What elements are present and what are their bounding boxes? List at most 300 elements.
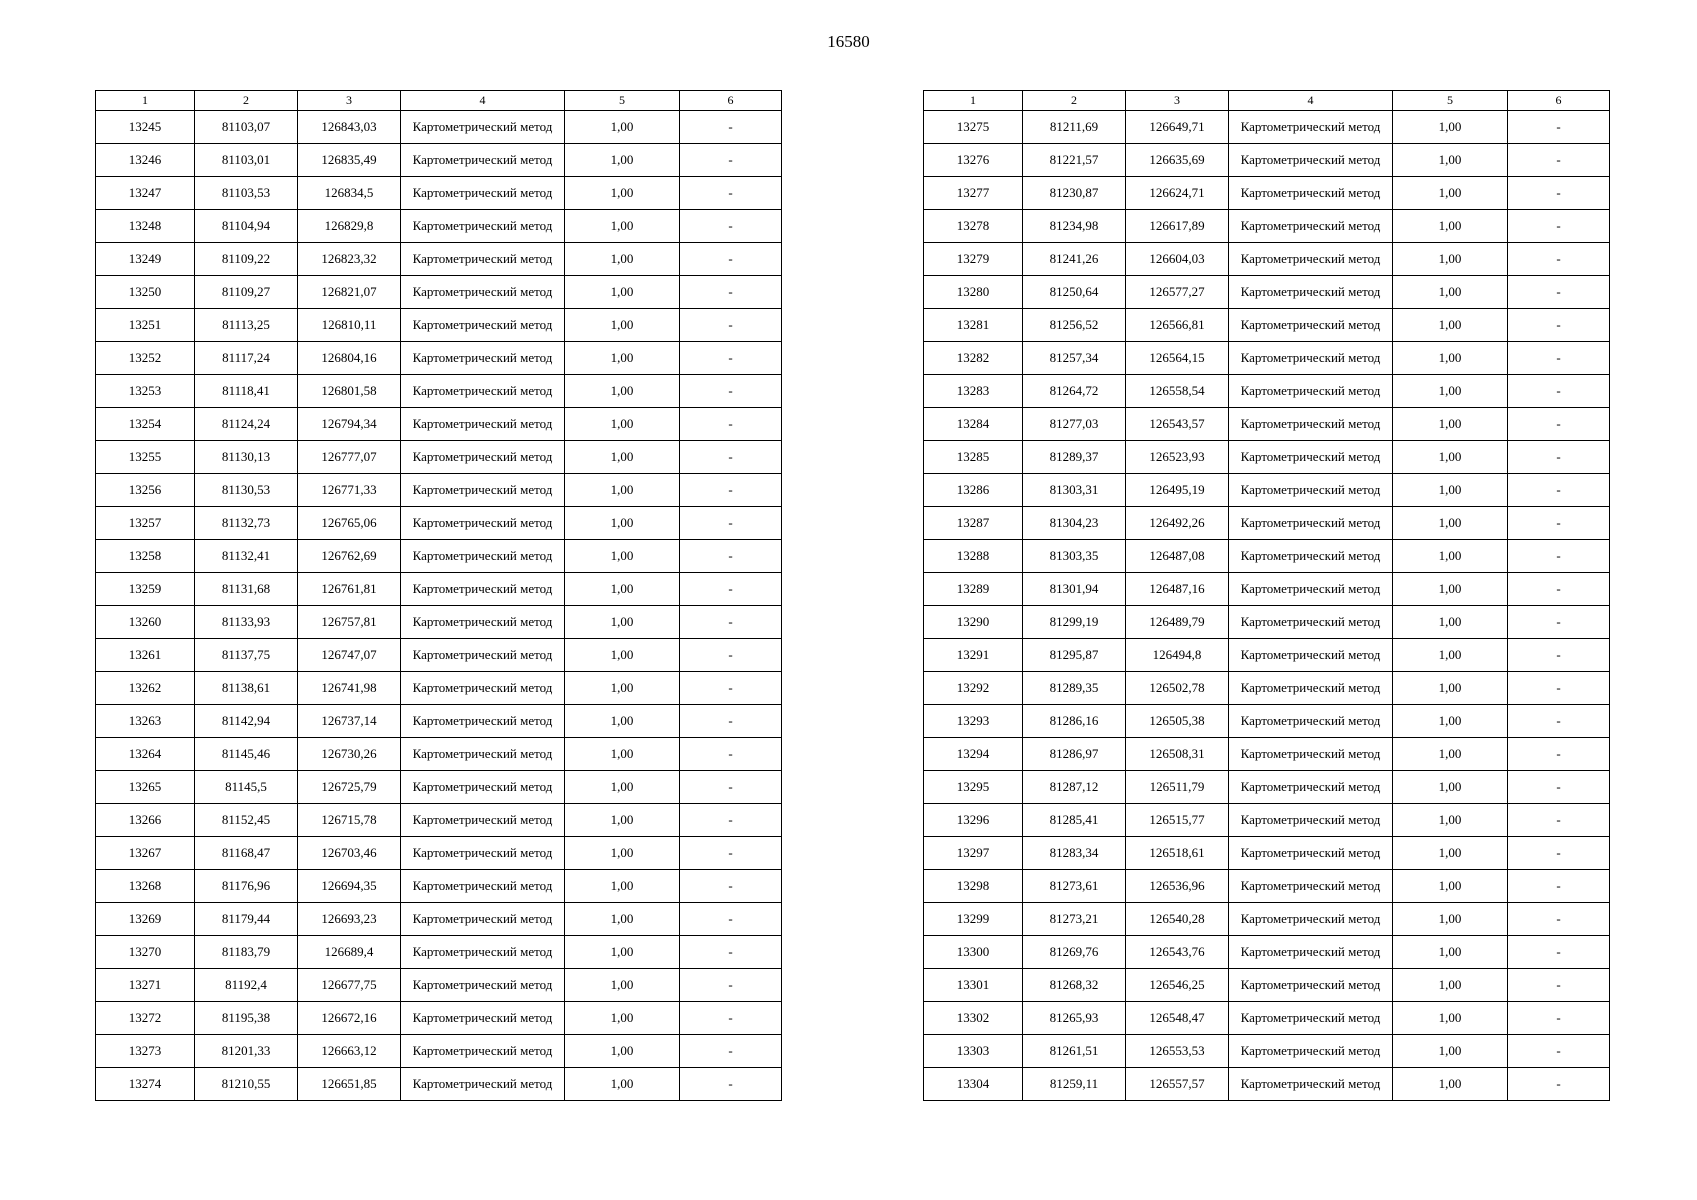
table-row [924, 177, 1610, 210]
y-coordinate-cell: 126689,4 [298, 936, 401, 969]
x-coordinate-cell: 81210,55 [195, 1068, 298, 1101]
method-cell: Картометрический метод [401, 804, 565, 837]
y-coordinate-cell: 126804,16 [298, 342, 401, 375]
y-coordinate-cell: 126794,34 [298, 408, 401, 441]
table-row [96, 276, 782, 309]
accuracy-cell: 1,00 [565, 144, 680, 177]
table-row [96, 606, 782, 639]
table-row [924, 672, 1610, 705]
method-cell: Картометрический метод [401, 837, 565, 870]
table-row [96, 705, 782, 738]
description-cell: - [1508, 639, 1610, 672]
method-cell: Картометрический метод [1229, 903, 1393, 936]
point-number-cell: 13301 [924, 969, 1023, 1002]
y-coordinate-cell: 126765,06 [298, 507, 401, 540]
point-number-cell: 13249 [96, 243, 195, 276]
y-coordinate-cell: 126801,58 [298, 375, 401, 408]
method-cell: Картометрический метод [401, 507, 565, 540]
y-coordinate-cell: 126511,79 [1126, 771, 1229, 804]
description-cell: - [680, 144, 782, 177]
x-coordinate-cell: 81250,64 [1023, 276, 1126, 309]
accuracy-cell: 1,00 [1393, 111, 1508, 144]
x-coordinate-cell: 81285,41 [1023, 804, 1126, 837]
point-number-cell: 13302 [924, 1002, 1023, 1035]
table-row [924, 705, 1610, 738]
point-number-cell: 13288 [924, 540, 1023, 573]
column-header: 2 [195, 91, 298, 111]
method-cell: Картометрический метод [401, 936, 565, 969]
description-cell: - [680, 1035, 782, 1068]
y-coordinate-cell: 126487,16 [1126, 573, 1229, 606]
description-cell: - [1508, 309, 1610, 342]
method-cell: Картометрический метод [1229, 1068, 1393, 1101]
y-coordinate-cell: 126651,85 [298, 1068, 401, 1101]
x-coordinate-cell: 81221,57 [1023, 144, 1126, 177]
point-number-cell: 13272 [96, 1002, 195, 1035]
x-coordinate-cell: 81269,76 [1023, 936, 1126, 969]
x-coordinate-cell: 81304,23 [1023, 507, 1126, 540]
y-coordinate-cell: 126821,07 [298, 276, 401, 309]
y-coordinate-cell: 126489,79 [1126, 606, 1229, 639]
x-coordinate-cell: 81103,53 [195, 177, 298, 210]
accuracy-cell: 1,00 [565, 474, 680, 507]
description-cell: - [680, 309, 782, 342]
accuracy-cell: 1,00 [565, 804, 680, 837]
point-number-cell: 13253 [96, 375, 195, 408]
method-cell: Картометрический метод [401, 903, 565, 936]
table-row [924, 804, 1610, 837]
description-cell: - [680, 441, 782, 474]
point-number-cell: 13260 [96, 606, 195, 639]
description-cell: - [1508, 144, 1610, 177]
description-cell: - [1508, 441, 1610, 474]
method-cell: Картометрический метод [401, 144, 565, 177]
description-cell: - [680, 1002, 782, 1035]
accuracy-cell: 1,00 [565, 309, 680, 342]
description-cell: - [1508, 837, 1610, 870]
description-cell: - [1508, 540, 1610, 573]
x-coordinate-cell: 81145,46 [195, 738, 298, 771]
accuracy-cell: 1,00 [1393, 1002, 1508, 1035]
accuracy-cell: 1,00 [565, 276, 680, 309]
table-row [96, 870, 782, 903]
accuracy-cell: 1,00 [565, 243, 680, 276]
accuracy-cell: 1,00 [565, 606, 680, 639]
accuracy-cell: 1,00 [1393, 375, 1508, 408]
method-cell: Картометрический метод [401, 639, 565, 672]
point-number-cell: 13276 [924, 144, 1023, 177]
column-header: 6 [680, 91, 782, 111]
table-row [96, 243, 782, 276]
y-coordinate-cell: 126730,26 [298, 738, 401, 771]
x-coordinate-cell: 81303,35 [1023, 540, 1126, 573]
point-number-cell: 13293 [924, 705, 1023, 738]
x-coordinate-cell: 81261,51 [1023, 1035, 1126, 1068]
y-coordinate-cell: 126492,26 [1126, 507, 1229, 540]
table-row [924, 441, 1610, 474]
method-cell: Картометрический метод [1229, 507, 1393, 540]
accuracy-cell: 1,00 [1393, 1035, 1508, 1068]
x-coordinate-cell: 81265,93 [1023, 1002, 1126, 1035]
point-number-cell: 13281 [924, 309, 1023, 342]
table-row [96, 1002, 782, 1035]
description-cell: - [680, 342, 782, 375]
point-number-cell: 13254 [96, 408, 195, 441]
method-cell: Картометрический метод [1229, 342, 1393, 375]
description-cell: - [680, 573, 782, 606]
description-cell: - [1508, 969, 1610, 1002]
y-coordinate-cell: 126494,8 [1126, 639, 1229, 672]
accuracy-cell: 1,00 [565, 573, 680, 606]
table-row [96, 969, 782, 1002]
y-coordinate-cell: 126502,78 [1126, 672, 1229, 705]
table-row [96, 903, 782, 936]
accuracy-cell: 1,00 [565, 705, 680, 738]
point-number-cell: 13247 [96, 177, 195, 210]
method-cell: Картометрический метод [1229, 771, 1393, 804]
x-coordinate-cell: 81168,47 [195, 837, 298, 870]
y-coordinate-cell: 126649,71 [1126, 111, 1229, 144]
table-row [924, 738, 1610, 771]
description-cell: - [680, 507, 782, 540]
table-row [96, 573, 782, 606]
description-cell: - [680, 276, 782, 309]
x-coordinate-cell: 81295,87 [1023, 639, 1126, 672]
point-number-cell: 13270 [96, 936, 195, 969]
accuracy-cell: 1,00 [1393, 1068, 1508, 1101]
y-coordinate-cell: 126577,27 [1126, 276, 1229, 309]
x-coordinate-cell: 81118,41 [195, 375, 298, 408]
method-cell: Картометрический метод [1229, 639, 1393, 672]
point-number-cell: 13282 [924, 342, 1023, 375]
point-number-cell: 13269 [96, 903, 195, 936]
table-row [96, 342, 782, 375]
accuracy-cell: 1,00 [1393, 441, 1508, 474]
table-row [96, 540, 782, 573]
point-number-cell: 13294 [924, 738, 1023, 771]
table-row [96, 507, 782, 540]
point-number-cell: 13251 [96, 309, 195, 342]
x-coordinate-cell: 81109,27 [195, 276, 298, 309]
description-cell: - [1508, 705, 1610, 738]
y-coordinate-cell: 126725,79 [298, 771, 401, 804]
column-header: 1 [924, 91, 1023, 111]
point-number-cell: 13283 [924, 375, 1023, 408]
description-cell: - [1508, 672, 1610, 705]
y-coordinate-cell: 126495,19 [1126, 474, 1229, 507]
method-cell: Картометрический метод [1229, 441, 1393, 474]
table-row [924, 870, 1610, 903]
accuracy-cell: 1,00 [1393, 639, 1508, 672]
point-number-cell: 13257 [96, 507, 195, 540]
method-cell: Картометрический метод [1229, 177, 1393, 210]
table-row [96, 639, 782, 672]
description-cell: - [680, 111, 782, 144]
table-row [96, 375, 782, 408]
accuracy-cell: 1,00 [1393, 837, 1508, 870]
table-row [924, 1068, 1610, 1101]
point-number-cell: 13256 [96, 474, 195, 507]
y-coordinate-cell: 126747,07 [298, 639, 401, 672]
point-number-cell: 13250 [96, 276, 195, 309]
x-coordinate-cell: 81195,38 [195, 1002, 298, 1035]
method-cell: Картометрический метод [1229, 804, 1393, 837]
method-cell: Картометрический метод [1229, 1002, 1393, 1035]
description-cell: - [680, 705, 782, 738]
accuracy-cell: 1,00 [565, 969, 680, 1002]
accuracy-cell: 1,00 [1393, 309, 1508, 342]
x-coordinate-cell: 81264,72 [1023, 375, 1126, 408]
accuracy-cell: 1,00 [1393, 342, 1508, 375]
point-number-cell: 13289 [924, 573, 1023, 606]
accuracy-cell: 1,00 [565, 672, 680, 705]
description-cell: - [680, 672, 782, 705]
point-number-cell: 13300 [924, 936, 1023, 969]
y-coordinate-cell: 126543,57 [1126, 408, 1229, 441]
method-cell: Картометрический метод [1229, 210, 1393, 243]
table-row [96, 111, 782, 144]
accuracy-cell: 1,00 [565, 936, 680, 969]
x-coordinate-cell: 81133,93 [195, 606, 298, 639]
description-cell: - [1508, 210, 1610, 243]
description-cell: - [1508, 1035, 1610, 1068]
description-cell: - [1508, 606, 1610, 639]
x-coordinate-cell: 81230,87 [1023, 177, 1126, 210]
accuracy-cell: 1,00 [1393, 672, 1508, 705]
description-cell: - [1508, 474, 1610, 507]
point-number-cell: 13287 [924, 507, 1023, 540]
point-number-cell: 13263 [96, 705, 195, 738]
description-cell: - [1508, 870, 1610, 903]
point-number-cell: 13291 [924, 639, 1023, 672]
x-coordinate-cell: 81152,45 [195, 804, 298, 837]
x-coordinate-cell: 81256,52 [1023, 309, 1126, 342]
table-row [924, 771, 1610, 804]
description-cell: - [680, 243, 782, 276]
x-coordinate-cell: 81124,24 [195, 408, 298, 441]
y-coordinate-cell: 126834,5 [298, 177, 401, 210]
description-cell: - [680, 738, 782, 771]
accuracy-cell: 1,00 [565, 177, 680, 210]
accuracy-cell: 1,00 [1393, 606, 1508, 639]
method-cell: Картометрический метод [401, 111, 565, 144]
table-header-row [96, 91, 782, 111]
description-cell: - [680, 210, 782, 243]
accuracy-cell: 1,00 [1393, 276, 1508, 309]
point-number-cell: 13258 [96, 540, 195, 573]
table-row [924, 243, 1610, 276]
table-row [924, 111, 1610, 144]
description-cell: - [1508, 1002, 1610, 1035]
x-coordinate-cell: 81145,5 [195, 771, 298, 804]
y-coordinate-cell: 126823,32 [298, 243, 401, 276]
description-cell: - [680, 1068, 782, 1101]
table-header-row [924, 91, 1610, 111]
description-cell: - [680, 870, 782, 903]
accuracy-cell: 1,00 [1393, 705, 1508, 738]
description-cell: - [1508, 342, 1610, 375]
y-coordinate-cell: 126566,81 [1126, 309, 1229, 342]
table-row [96, 474, 782, 507]
table-row [96, 738, 782, 771]
y-coordinate-cell: 126829,8 [298, 210, 401, 243]
description-cell: - [680, 837, 782, 870]
accuracy-cell: 1,00 [565, 441, 680, 474]
method-cell: Картометрический метод [1229, 276, 1393, 309]
y-coordinate-cell: 126523,93 [1126, 441, 1229, 474]
y-coordinate-cell: 126635,69 [1126, 144, 1229, 177]
point-number-cell: 13286 [924, 474, 1023, 507]
point-number-cell: 13273 [96, 1035, 195, 1068]
description-cell: - [1508, 177, 1610, 210]
description-cell: - [1508, 408, 1610, 441]
method-cell: Картометрический метод [1229, 375, 1393, 408]
method-cell: Картометрический метод [1229, 573, 1393, 606]
description-cell: - [680, 804, 782, 837]
table-row [924, 639, 1610, 672]
y-coordinate-cell: 126694,35 [298, 870, 401, 903]
method-cell: Картометрический метод [1229, 738, 1393, 771]
point-number-cell: 13271 [96, 969, 195, 1002]
table-row [96, 837, 782, 870]
table-row [96, 771, 782, 804]
table-row [924, 1035, 1610, 1068]
description-cell: - [1508, 375, 1610, 408]
point-number-cell: 13274 [96, 1068, 195, 1101]
method-cell: Картометрический метод [1229, 1035, 1393, 1068]
x-coordinate-cell: 81130,53 [195, 474, 298, 507]
method-cell: Картометрический метод [401, 210, 565, 243]
accuracy-cell: 1,00 [565, 639, 680, 672]
table-row [924, 144, 1610, 177]
accuracy-cell: 1,00 [1393, 507, 1508, 540]
method-cell: Картометрический метод [401, 1035, 565, 1068]
y-coordinate-cell: 126624,71 [1126, 177, 1229, 210]
method-cell: Картометрический метод [1229, 243, 1393, 276]
method-cell: Картометрический метод [1229, 144, 1393, 177]
x-coordinate-cell: 81132,73 [195, 507, 298, 540]
accuracy-cell: 1,00 [565, 903, 680, 936]
y-coordinate-cell: 126546,25 [1126, 969, 1229, 1002]
accuracy-cell: 1,00 [1393, 771, 1508, 804]
column-header: 4 [401, 91, 565, 111]
x-coordinate-cell: 81142,94 [195, 705, 298, 738]
point-number-cell: 13265 [96, 771, 195, 804]
accuracy-cell: 1,00 [565, 870, 680, 903]
description-cell: - [680, 771, 782, 804]
description-cell: - [1508, 936, 1610, 969]
point-number-cell: 13292 [924, 672, 1023, 705]
point-number-cell: 13252 [96, 342, 195, 375]
method-cell: Картометрический метод [401, 243, 565, 276]
y-coordinate-cell: 126617,89 [1126, 210, 1229, 243]
table-row [924, 606, 1610, 639]
description-cell: - [1508, 111, 1610, 144]
method-cell: Картометрический метод [1229, 870, 1393, 903]
description-cell: - [680, 606, 782, 639]
description-cell: - [1508, 771, 1610, 804]
x-coordinate-cell: 81286,16 [1023, 705, 1126, 738]
description-cell: - [680, 474, 782, 507]
method-cell: Картометрический метод [401, 870, 565, 903]
x-coordinate-cell: 81183,79 [195, 936, 298, 969]
description-cell: - [1508, 903, 1610, 936]
y-coordinate-cell: 126762,69 [298, 540, 401, 573]
table-row [924, 903, 1610, 936]
method-cell: Картометрический метод [1229, 408, 1393, 441]
y-coordinate-cell: 126604,03 [1126, 243, 1229, 276]
method-cell: Картометрический метод [401, 606, 565, 639]
accuracy-cell: 1,00 [1393, 573, 1508, 606]
method-cell: Картометрический метод [1229, 606, 1393, 639]
table-row [96, 1035, 782, 1068]
table-row [924, 837, 1610, 870]
description-cell: - [1508, 276, 1610, 309]
method-cell: Картометрический метод [401, 408, 565, 441]
method-cell: Картометрический метод [401, 276, 565, 309]
x-coordinate-cell: 81259,11 [1023, 1068, 1126, 1101]
description-cell: - [1508, 804, 1610, 837]
description-cell: - [680, 375, 782, 408]
method-cell: Картометрический метод [1229, 672, 1393, 705]
method-cell: Картометрический метод [401, 1068, 565, 1101]
point-number-cell: 13279 [924, 243, 1023, 276]
x-coordinate-cell: 81287,12 [1023, 771, 1126, 804]
point-number-cell: 13295 [924, 771, 1023, 804]
accuracy-cell: 1,00 [1393, 408, 1508, 441]
table-row [924, 1002, 1610, 1035]
description-cell: - [680, 540, 782, 573]
accuracy-cell: 1,00 [1393, 144, 1508, 177]
accuracy-cell: 1,00 [565, 771, 680, 804]
accuracy-cell: 1,00 [1393, 903, 1508, 936]
x-coordinate-cell: 81131,68 [195, 573, 298, 606]
y-coordinate-cell: 126761,81 [298, 573, 401, 606]
x-coordinate-cell: 81299,19 [1023, 606, 1126, 639]
point-number-cell: 13284 [924, 408, 1023, 441]
y-coordinate-cell: 126508,31 [1126, 738, 1229, 771]
x-coordinate-cell: 81138,61 [195, 672, 298, 705]
point-number-cell: 13285 [924, 441, 1023, 474]
method-cell: Картометрический метод [401, 771, 565, 804]
table-row [924, 408, 1610, 441]
table-row [96, 441, 782, 474]
accuracy-cell: 1,00 [1393, 210, 1508, 243]
y-coordinate-cell: 126715,78 [298, 804, 401, 837]
y-coordinate-cell: 126558,54 [1126, 375, 1229, 408]
point-number-cell: 13266 [96, 804, 195, 837]
point-number-cell: 13245 [96, 111, 195, 144]
accuracy-cell: 1,00 [1393, 804, 1508, 837]
point-number-cell: 13304 [924, 1068, 1023, 1101]
point-number-cell: 13264 [96, 738, 195, 771]
table-row [96, 936, 782, 969]
x-coordinate-cell: 81113,25 [195, 309, 298, 342]
y-coordinate-cell: 126548,47 [1126, 1002, 1229, 1035]
point-number-cell: 13290 [924, 606, 1023, 639]
table-row [924, 474, 1610, 507]
description-cell: - [680, 408, 782, 441]
accuracy-cell: 1,00 [565, 507, 680, 540]
x-coordinate-cell: 81277,03 [1023, 408, 1126, 441]
x-coordinate-cell: 81211,69 [1023, 111, 1126, 144]
point-number-cell: 13296 [924, 804, 1023, 837]
method-cell: Картометрический метод [1229, 309, 1393, 342]
point-number-cell: 13303 [924, 1035, 1023, 1068]
method-cell: Картометрический метод [401, 309, 565, 342]
point-number-cell: 13248 [96, 210, 195, 243]
table-row [924, 342, 1610, 375]
